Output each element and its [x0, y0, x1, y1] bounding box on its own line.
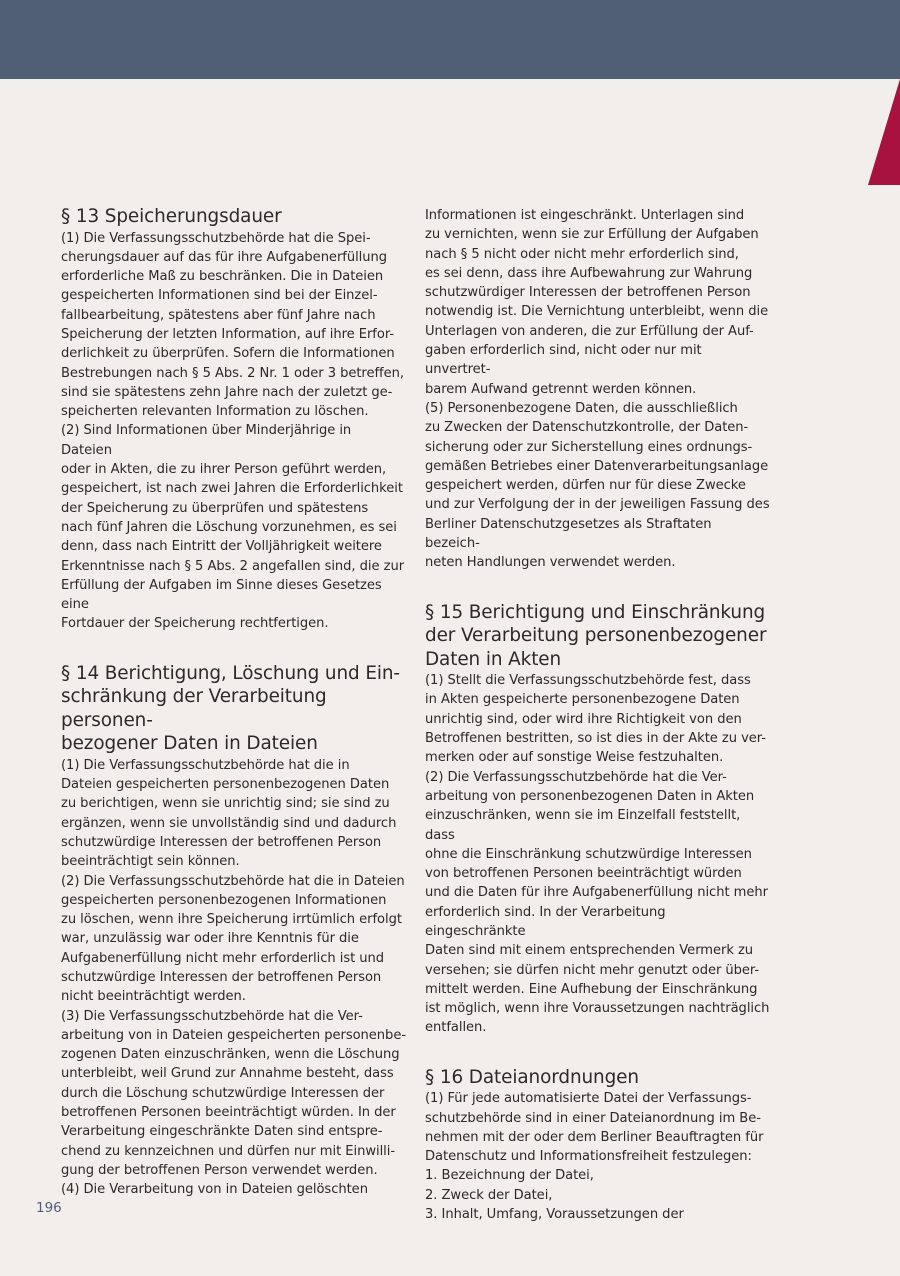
section-16-body: (1) Für jede automatisierte Datei der Verfassungs- schutzbehörde sind in einer Dateianordnung im Be- nehmen mit der oder dem Berliner Beauftragten für Datenschutz und Informationsfreiheit festzulegen: 1. Bezeichnung der Datei, 2. Zweck der Datei, 3. Inhalt, Umfang, Voraussetzungen der	[425, 1091, 764, 1223]
page-number: 196	[36, 1200, 62, 1216]
section-16-heading: § 16 Dateianordnungen	[425, 1066, 639, 1088]
section-15-body: (1) Stellt die Verfassungsschutzbehörde fest, dass in Akten gespeicherte personenbezogene Daten unrichtig sind, oder wird ihre Richtigkeit von den Betroffenen bestritten, so ist dies in der Akte zu ver- merken oder auf sonstige Weise festzuhalten. (2) Die Verfassungsschutzbehörde hat die Ver- arbeitung von personenbezogenen Daten in Akten einzuschränken, wenn sie im Einzelfall feststellt, dass ohne die Einschränkung schutzwürdige Interessen von betroffenen Personen beeinträchtigt würden und die Daten für ihre Aufgabenerfüllung nicht mehr erforderlich sind. In der Verarbeitung eingeschränkte Daten sind mit einem entsprechenden Vermerk zu versehen; sie dürfen nicht mehr genutzt oder über- mittelt werden. Eine Aufhebung der Einschränkung ist möglich, wenn ihre Voraussetzungen nachträglich entfallen.	[425, 673, 770, 1036]
corner-accent-tab	[868, 79, 900, 185]
right-column	[425, 206, 770, 1224]
section-14-continued: Informationen ist eingeschränkt. Unterlagen sind zu vernichten, wenn sie zur Erfüllung der Aufgaben nach § 5 nicht oder nicht mehr erforderlich sind, es sei denn, dass ihre Aufbewahrung zur Wahrung schutzwürdiger Interessen der betroffenen Person notwendig ist. Die Vernichtung unterbleibt, wenn die Unterlagen von anderen, die zur Erfüllung der Auf- gaben erforderlich sind, nicht oder nur mit unvertret- barem Aufwand getrennt werden können. (5) Personenbezogene Daten, die ausschließlich zu Zwecken der Datenschutzkontrolle, der Daten- sicherung oder zur Sicherstellung eines ordnungs- gemäßen Betriebes einer Datenverarbeitungsanlage gespeichert werden, dürfen nur für diese Zwecke und zur Verfolgung der in der jeweiligen Fassung des Berliner Datenschutzgesetzes als Straftaten bezeich- neten Handlungen verwendet werden.	[425, 208, 770, 571]
section-14-body: (1) Die Verfassungsschutzbehörde hat die in Dateien gespeicherten personenbezogenen Daten zu berichtigen, wenn sie unrichtig sind; sie sind zu ergänzen, wenn sie unvollständig sind und dadurch schutzwürdige Interessen der betroffenen Person beeinträchtigt sein können. (2) Die Verfassungsschutzbehörde hat die in Dateien gespeicherten personenbezogenen Informationen zu löschen, wenn ihre Speicherung irrtümlich erfolgt war, unzulässig war oder ihre Kenntnis für die Aufgabenerfüllung nicht mehr erforderlich ist und schutzwürdige Interessen der betroffenen Person nicht beeinträchtigt werden. (3) Die Verfassungsschutzbehörde hat die Ver- arbeitung von in Dateien gespeicherten personenbe- zogenen Daten einzuschränken, wenn die Löschung unterbleibt, weil Grund zur Annahme besteht, dass durch die Löschung schutzwürdige Interessen der betroffenen Personen beeinträchtigt würden. In der Verarbeitung eingeschränkte Daten sind entspre- chend zu kennzeichnen und dürfen nur mit Einwilli- gung der betroffenen Person verwendet werden. (4) Die Verarbeitung von in Dateien gelöschten	[61, 757, 406, 1198]
left-column	[61, 205, 406, 1200]
section-14-heading: § 14 Berichtigung, Löschung und Ein- schränkung der Verarbeitung personen- bezogener Daten in Dateien	[61, 662, 400, 755]
header-band	[0, 0, 900, 79]
section-13-body: (1) Die Verfassungsschutzbehörde hat die Spei- cherungsdauer auf das für ihre Aufgabenerfüllung erforderliche Maß zu beschränken. Die in Dateien gespeicherten Informationen sind bei der Einzel- fallbearbeitung, spätestens aber fünf Jahre nach Speicherung der letzten Information, auf ihre Erfor- derlichkeit zu überprüfen. Sofern die Informationen Bestrebungen nach § 5 Abs. 2 Nr. 1 oder 3 betreffen, sind sie spätestens zehn Jahre nach der zuletzt ge- speicherten relevanten Information zu löschen. (2) Sind Informationen über Minderjährige in Dateien oder in Akten, die zu ihrer Person geführt werden, gespeichert, ist nach zwei Jahren die Erforderlichkeit der Speicherung zu überprüfen und spätestens nach fünf Jahren die Löschung vorzunehmen, es sei denn, dass nach Eintritt der Volljährigkeit weitere Erkenntnisse nach § 5 Abs. 2 angefallen sind, die zur Erfüllung der Aufgaben im Sinne dieses Gesetzes eine Fortdauer der Speicherung rechtfertigen.	[61, 230, 405, 632]
corner-accent-shape	[868, 79, 900, 185]
section-13-heading: § 13 Speicherungsdauer	[61, 206, 282, 227]
section-15-heading: § 15 Berichtigung und Einschränkung der Verarbeitung personenbezogener Daten in Akten	[425, 601, 767, 670]
